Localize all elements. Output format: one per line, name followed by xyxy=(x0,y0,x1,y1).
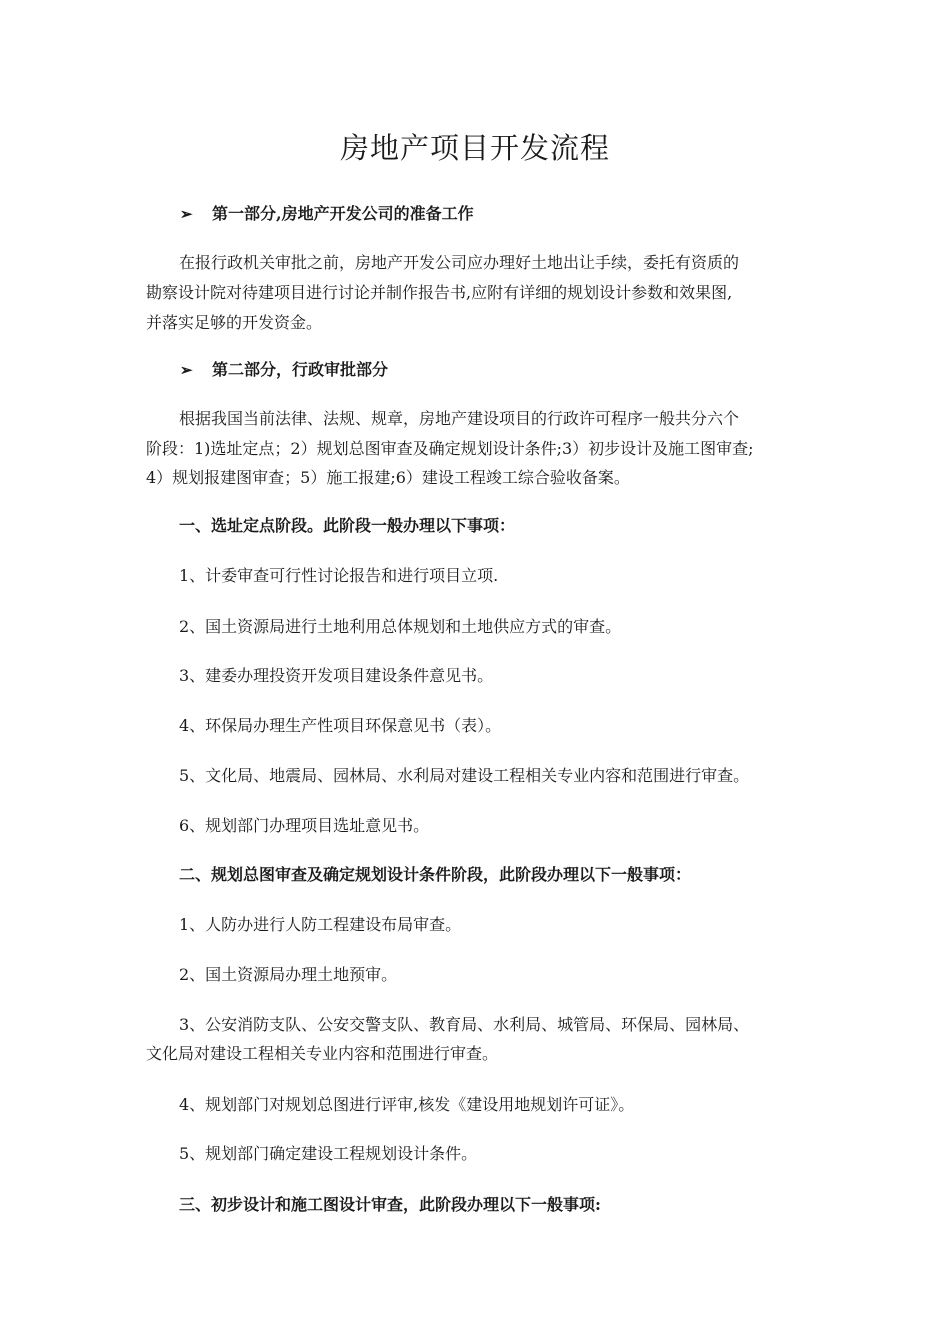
section2-heading: 二、规划总图审查及确定规划设计条件阶段，此阶段办理以下一般事项： xyxy=(179,865,692,884)
section1-item: 4、环保局办理生产性项目环保意见书（表）。 xyxy=(179,716,502,735)
section2-item: 2、国土资源局办理土地预审。 xyxy=(179,965,398,984)
section1-item: 5、文化局、地震局、园林局、水利局对建设工程相关专业内容和范围进行审查。 xyxy=(179,766,750,785)
section1-item: 1、计委审查可行性讨论报告和进行项目立项. xyxy=(179,566,499,585)
part2-paragraph-line: 根据我国当前法律、法规、规章，房地产建设项目的行政许可程序一般共分六个 xyxy=(179,409,740,428)
part1-paragraph-line: 勘察设计院对待建项目进行讨论并制作报告书,应附有详细的规划设计参数和效果图, xyxy=(146,283,733,302)
part1-paragraph-line: 并落实足够的开发资金。 xyxy=(146,313,323,332)
section3-heading: 三、初步设计和施工图设计审查，此阶段办理以下一般事项: xyxy=(179,1195,601,1214)
section1-heading: 一、选址定点阶段。此阶段一般办理以下事项： xyxy=(179,516,516,535)
section1-item: 2、国土资源局进行土地利用总体规划和土地供应方式的审查。 xyxy=(179,617,622,636)
part2-heading: 第二部分，行政审批部分 xyxy=(212,360,389,379)
section2-item: 3、公安消防支队、公安交警支队、教育局、水利局、城管局、环保局、园林局、 xyxy=(179,1015,750,1034)
document-title: 房地产项目开发流程 xyxy=(339,131,610,165)
section2-item: 1、人防办进行人防工程建设布局审查。 xyxy=(179,915,462,934)
arrow-bullet-icon: ➢ xyxy=(180,205,193,223)
arrow-bullet-icon: ➢ xyxy=(180,361,193,379)
part1-heading: 第一部分,房地产开发公司的准备工作 xyxy=(212,204,474,223)
section2-item-continuation: 文化局对建设工程相关专业内容和范围进行审查。 xyxy=(146,1044,499,1063)
part1-paragraph-line: 在报行政机关审批之前，房地产开发公司应办理好土地出让手续，委托有资质的 xyxy=(179,253,740,272)
section2-item: 4、规划部门对规划总图进行评审,核发《建设用地规划许可证》。 xyxy=(179,1095,635,1114)
part2-paragraph-line: 4）规划报建图审查；5）施工报建;6）建设工程竣工综合验收备案。 xyxy=(146,468,630,487)
section1-item: 3、建委办理投资开发项目建设条件意见书。 xyxy=(179,666,494,685)
section1-item: 6、规划部门办理项目选址意见书。 xyxy=(179,816,430,835)
part2-paragraph-line: 阶段：1)选址定点；2）规划总图审查及确定规划设计条件;3）初步设计及施工图审查; xyxy=(146,439,754,458)
section2-item: 5、规划部门确定建设工程规划设计条件。 xyxy=(179,1144,478,1163)
